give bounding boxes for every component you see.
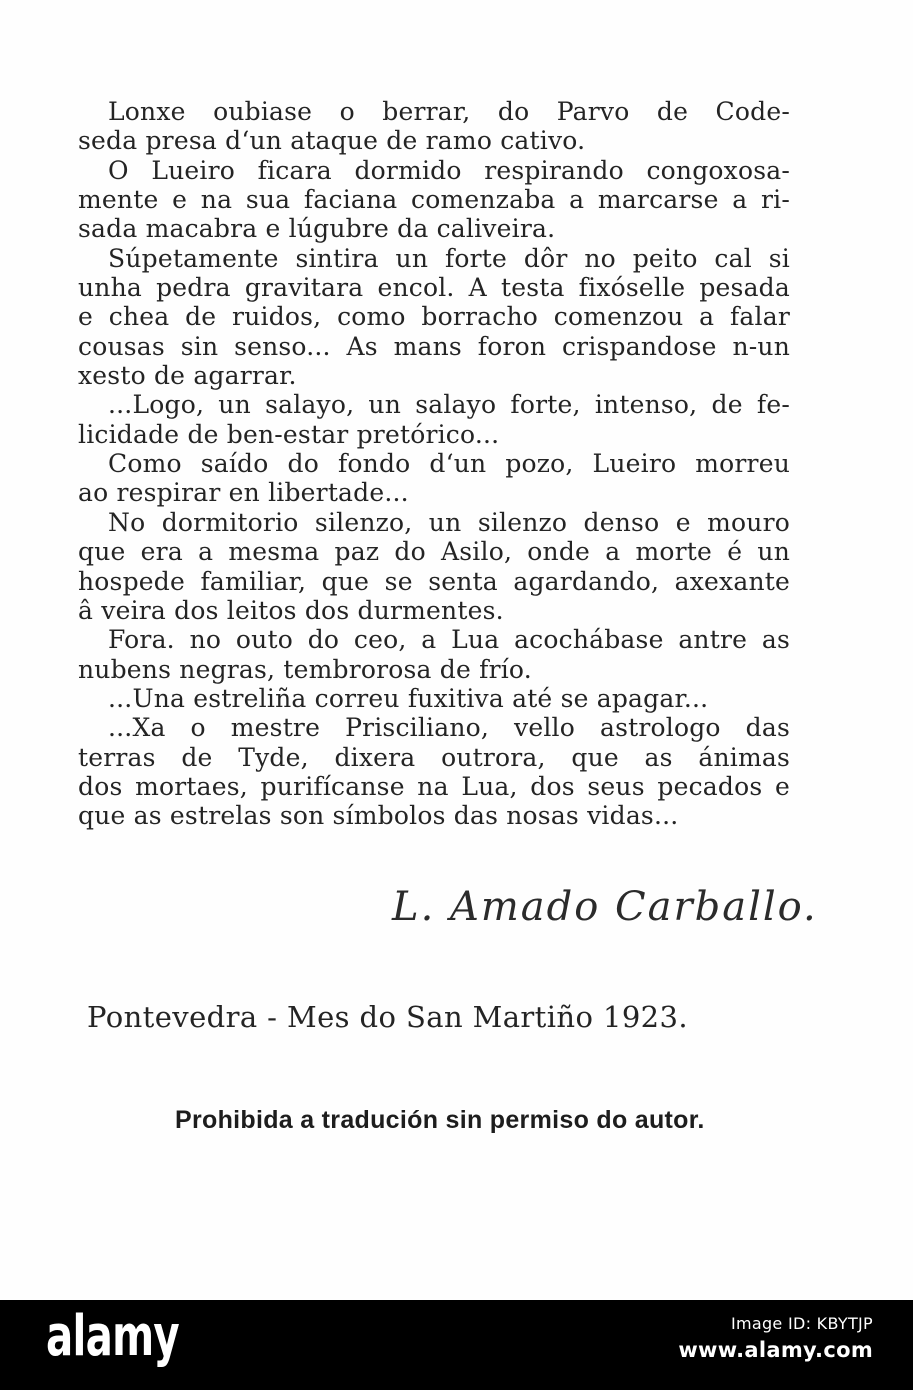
text-line: No dormitorio silenzo, un silenzo denso e mouro xyxy=(108,507,790,537)
text-line: Como saído do fondo d‘un pozo, Lueiro morreu xyxy=(108,449,790,479)
text-line: dos mortaes, purifícanse na Lua, dos seus pecados e xyxy=(78,771,790,801)
text-line: e chea de ruidos, como borracho comenzou a falar xyxy=(78,302,790,332)
watermark-info xyxy=(678,1314,873,1362)
text-line: terras de Tyde, dixera outrora, que as ánimas xyxy=(78,742,790,772)
text-line: hospede familiar, que se senta agardando, axexante xyxy=(78,566,790,596)
text-line: que era a mesma paz do Asilo, onde a morte é un xyxy=(78,537,790,567)
text-line: â veira dos leitos dos durmentes. xyxy=(78,595,504,625)
alamy-logo: alamy xyxy=(46,1304,179,1369)
text-line: sada macabra e lúgubre da caliveira. xyxy=(78,214,556,244)
text-line: que as estrelas son símbolos das nosas vidas... xyxy=(78,801,679,831)
text-line: licidade de ben-estar pretórico... xyxy=(78,419,500,449)
body-text xyxy=(78,97,790,831)
text-line: Lonxe oubiase o berrar, do Parvo de Code- xyxy=(108,97,790,126)
text-line: ao respirar en libertade... xyxy=(78,478,409,508)
text-line: cousas sin senso... As mans foron crispandose n-un xyxy=(78,331,790,361)
watermark-bar xyxy=(0,1300,913,1390)
text-line: xesto de agarrar. xyxy=(78,361,297,391)
alamy-url: www.alamy.com xyxy=(678,1338,873,1362)
copyright-notice: Prohibida a tradución sin permiso do autor. xyxy=(175,1106,705,1134)
text-line: seda presa d‘un ataque de ramo cativo. xyxy=(78,126,586,156)
text-line: O Lueiro ficara dormido respirando congoxosa- xyxy=(108,155,790,185)
colophon-line: Pontevedra - Mes do San Martiño 1923. xyxy=(87,1000,688,1034)
text-line: ...Xa o mestre Prisciliano, vello astrologo das xyxy=(108,713,790,743)
text-line: nubens negras, tembrorosa de frío. xyxy=(78,654,532,684)
image-id-label: Image ID: KBYTJP xyxy=(730,1314,873,1333)
text-line: ...Logo, un salayo, un salayo forte, intenso, de fe- xyxy=(108,390,790,420)
text-line: ...Una estreliña correu fuxitiva até se apagar... xyxy=(108,683,709,713)
text-line: mente e na sua faciana comenzaba a marcarse a ri- xyxy=(78,185,790,215)
text-line: Fora. no outo do ceo, a Lua acochábase antre as xyxy=(108,625,790,655)
text-line: unha pedra gravitara encol. A testa fixóselle pesada xyxy=(78,273,790,303)
author-signature: L. Amado Carballo. xyxy=(392,884,818,930)
text-line: Súpetamente sintira un forte dôr no peito cal si xyxy=(108,243,790,273)
